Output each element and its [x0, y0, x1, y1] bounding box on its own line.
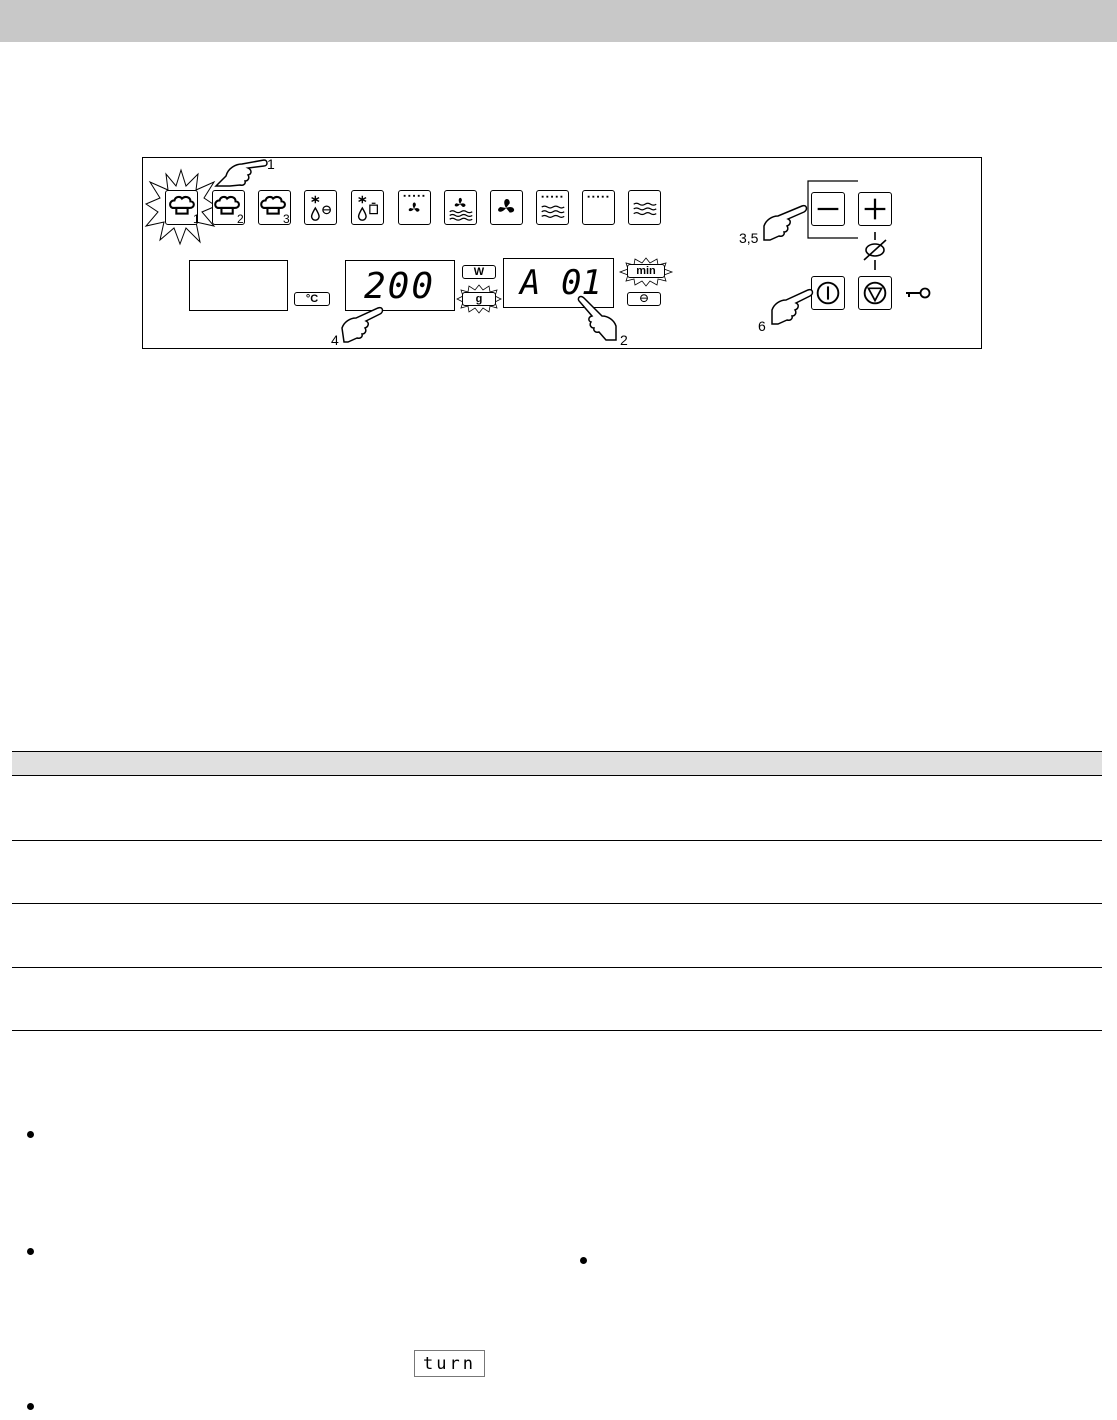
callout-1: 1 [267, 156, 275, 172]
turn-display-text: turn [423, 1354, 476, 1374]
minus-button[interactable] [811, 192, 845, 226]
list-bullet [580, 1257, 587, 1264]
fan-bottom-heat-icon [445, 191, 476, 224]
fan-top-heat-button[interactable] [398, 190, 431, 225]
program-subscript: 2 [237, 212, 244, 226]
on-button[interactable] [811, 276, 845, 310]
gram-tag: g [462, 292, 496, 306]
fan-icon [491, 191, 522, 224]
top-heat-button[interactable] [582, 190, 615, 225]
weight-value: 200 [364, 266, 436, 307]
timer-icon [628, 293, 660, 305]
temperature-display [189, 260, 288, 311]
watt-tag: W [462, 265, 496, 279]
table-row [12, 841, 1102, 904]
stop-button[interactable] [858, 276, 892, 310]
callout-4: 4 [331, 332, 339, 348]
timer-tag[interactable] [627, 292, 661, 306]
fan-bottom-heat-button[interactable] [444, 190, 477, 225]
stop-triangle-icon [859, 277, 891, 309]
table-row [12, 905, 1102, 968]
program-subscript: 1 [193, 212, 200, 226]
callout-2: 2 [620, 332, 628, 348]
defrost-time-icon [305, 191, 336, 224]
table-row [12, 778, 1102, 841]
list-bullet [27, 1248, 34, 1255]
diameter-icon [860, 232, 890, 274]
plus-button[interactable] [858, 192, 892, 226]
top-heat-icon [583, 191, 614, 224]
plus-icon [859, 193, 891, 225]
program-button-3[interactable] [258, 190, 291, 225]
header-bar [0, 0, 1117, 42]
pointing-hand-icon [338, 302, 384, 344]
fan-top-heat-icon [399, 191, 430, 224]
bottom-heat-icon [629, 191, 660, 224]
celsius-tag: °C [294, 292, 330, 306]
turn-display [414, 1350, 485, 1377]
bottom-heat-button[interactable] [628, 190, 661, 225]
pointing-hand-icon [768, 284, 814, 326]
top-bottom-heat-button[interactable] [536, 190, 569, 225]
key-icon [905, 286, 933, 300]
fan-button[interactable] [490, 190, 523, 225]
power-on-icon [812, 277, 844, 309]
pointing-hand-icon [760, 200, 808, 242]
defrost-weight-icon [352, 191, 383, 224]
pointing-hand-icon [576, 294, 620, 344]
callout-6: 6 [758, 318, 766, 334]
table-row [12, 968, 1102, 1031]
defrost-time-button[interactable] [304, 190, 337, 225]
defrost-weight-button[interactable] [351, 190, 384, 225]
program-button-1[interactable] [165, 190, 198, 225]
table-header [12, 751, 1102, 776]
top-bottom-heat-icon [537, 191, 568, 224]
list-bullet [27, 1131, 34, 1138]
minute-tag: min [627, 264, 665, 278]
callout-3-5: 3,5 [739, 230, 759, 246]
program-subscript: 3 [283, 212, 290, 226]
program-value: A 01 [520, 263, 602, 303]
list-bullet [27, 1403, 34, 1410]
minus-icon [812, 193, 844, 225]
pointing-hand-icon [212, 150, 268, 190]
program-button-2[interactable] [212, 190, 245, 225]
